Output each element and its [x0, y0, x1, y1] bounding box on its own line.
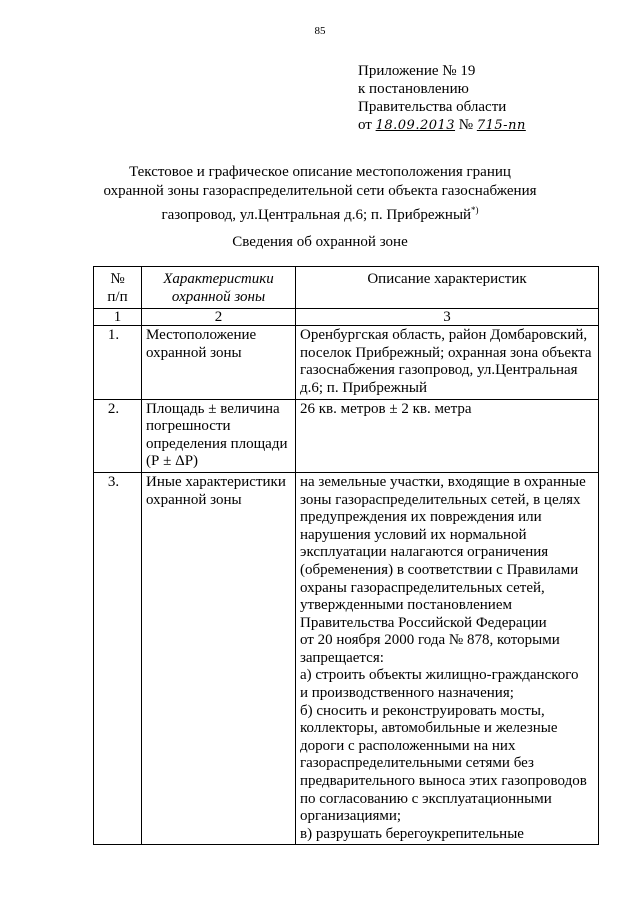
row-number: 1.	[94, 326, 142, 399]
desc-line: зоны газораспределительных сетей, в целях	[300, 491, 581, 508]
title-line-3	[0, 201, 640, 225]
appendix-line-3: Правительства области	[358, 99, 507, 115]
title-line-1: Текстовое и графическое описание местоположения границ	[129, 164, 511, 180]
desc-line: д.6; п. Прибрежный	[300, 379, 427, 396]
appendix-date-line	[358, 116, 526, 135]
number-prefix: №	[458, 117, 474, 133]
desc-line: организациями;	[300, 808, 402, 825]
char-line: определения площади	[146, 435, 288, 452]
table-row	[94, 399, 599, 472]
desc-line: предупреждения их повреждения или	[300, 509, 542, 526]
desc-line: дороги с расположенными на них	[300, 737, 516, 754]
table-header-row	[94, 267, 599, 309]
table-row	[94, 326, 599, 399]
row-description	[296, 472, 599, 844]
row-characteristic: Местоположение охранной зоны	[142, 326, 296, 399]
desc-line: 26 кв. метров ± 2 кв. метра	[300, 400, 472, 417]
desc-line: по согласованию с эксплуатационными	[300, 790, 552, 807]
desc-line: газоснабжения газопровод, ул.Центральная	[300, 362, 578, 379]
char-line: охранной зоны	[146, 491, 242, 508]
desc-line: эксплуатации налагаются ограничения	[300, 544, 549, 561]
row-characteristic	[142, 399, 296, 472]
desc-line: а) строить объекты жилищно-гражданского	[300, 667, 579, 684]
index-cell-1: 1	[94, 309, 142, 326]
desc-line: в) разрушать берегоукрепительные	[300, 825, 524, 842]
table-index-row	[94, 309, 599, 326]
handwritten-date: 18.09.2013	[375, 118, 456, 133]
desc-line: коллекторы, автомобильные и железные	[300, 720, 558, 737]
document-title	[0, 163, 640, 225]
desc-line: запрещается:	[300, 649, 384, 666]
char-line: погрешности	[146, 418, 231, 435]
header-description: Описание характеристик	[296, 267, 599, 309]
section-subtitle: Сведения об охранной зоне	[232, 234, 408, 250]
header-characteristic: Характеристики охранной зоны	[142, 267, 296, 309]
protection-zone-table	[93, 266, 599, 845]
index-cell-2: 2	[142, 309, 296, 326]
desc-line: на земельные участки, входящие в охранные	[300, 473, 586, 490]
desc-line: охраны газораспределительных сетей,	[300, 579, 545, 596]
appendix-block	[358, 62, 526, 135]
row-number: 2.	[94, 399, 142, 472]
desc-line: от 20 ноября 2000 года № 878, которыми	[300, 632, 560, 649]
footnote-mark: *)	[471, 205, 479, 215]
date-prefix: от	[358, 117, 372, 133]
appendix-line-2: к постановлению	[358, 81, 469, 97]
desc-line: Оренбургская область, район Домбаровский,	[300, 327, 588, 344]
page-number: 85	[314, 25, 326, 37]
desc-line: нарушения условий их нормальной	[300, 526, 527, 543]
desc-line: предварительного выноса этих газопроводов	[300, 773, 587, 790]
desc-line: и производственного назначения;	[300, 685, 514, 702]
row-description	[296, 399, 599, 472]
table-row	[94, 472, 599, 844]
title-line-3-text: газопровод, ул.Центральная д.6; п. Прибрежный	[161, 207, 472, 223]
handwritten-number: 715-пп	[476, 118, 526, 133]
appendix-line-1: Приложение № 19	[358, 63, 476, 79]
desc-line: газораспределительными сетями без	[300, 755, 534, 772]
header-number: № п/п	[94, 267, 142, 309]
row-number: 3.	[94, 472, 142, 844]
row-characteristic	[142, 472, 296, 844]
desc-line: б) сносить и реконструировать мосты,	[300, 702, 545, 719]
char-line: Площадь ± величина	[146, 400, 280, 417]
desc-line: утвержденными постановлением	[300, 597, 512, 614]
desc-line: поселок Прибрежный; охранная зона объекта	[300, 344, 592, 361]
char-line: (Р ± ΔР)	[146, 453, 199, 470]
desc-line: (обременения) в соответствии с Правилами	[300, 561, 579, 578]
index-cell-3: 3	[296, 309, 599, 326]
row-description	[296, 326, 599, 399]
title-line-2: охранной зоны газораспределительной сети объекта газоснабжения	[103, 183, 537, 199]
desc-line: Правительства Российской Федерации	[300, 614, 547, 631]
char-line: Иные характеристики	[146, 473, 286, 490]
